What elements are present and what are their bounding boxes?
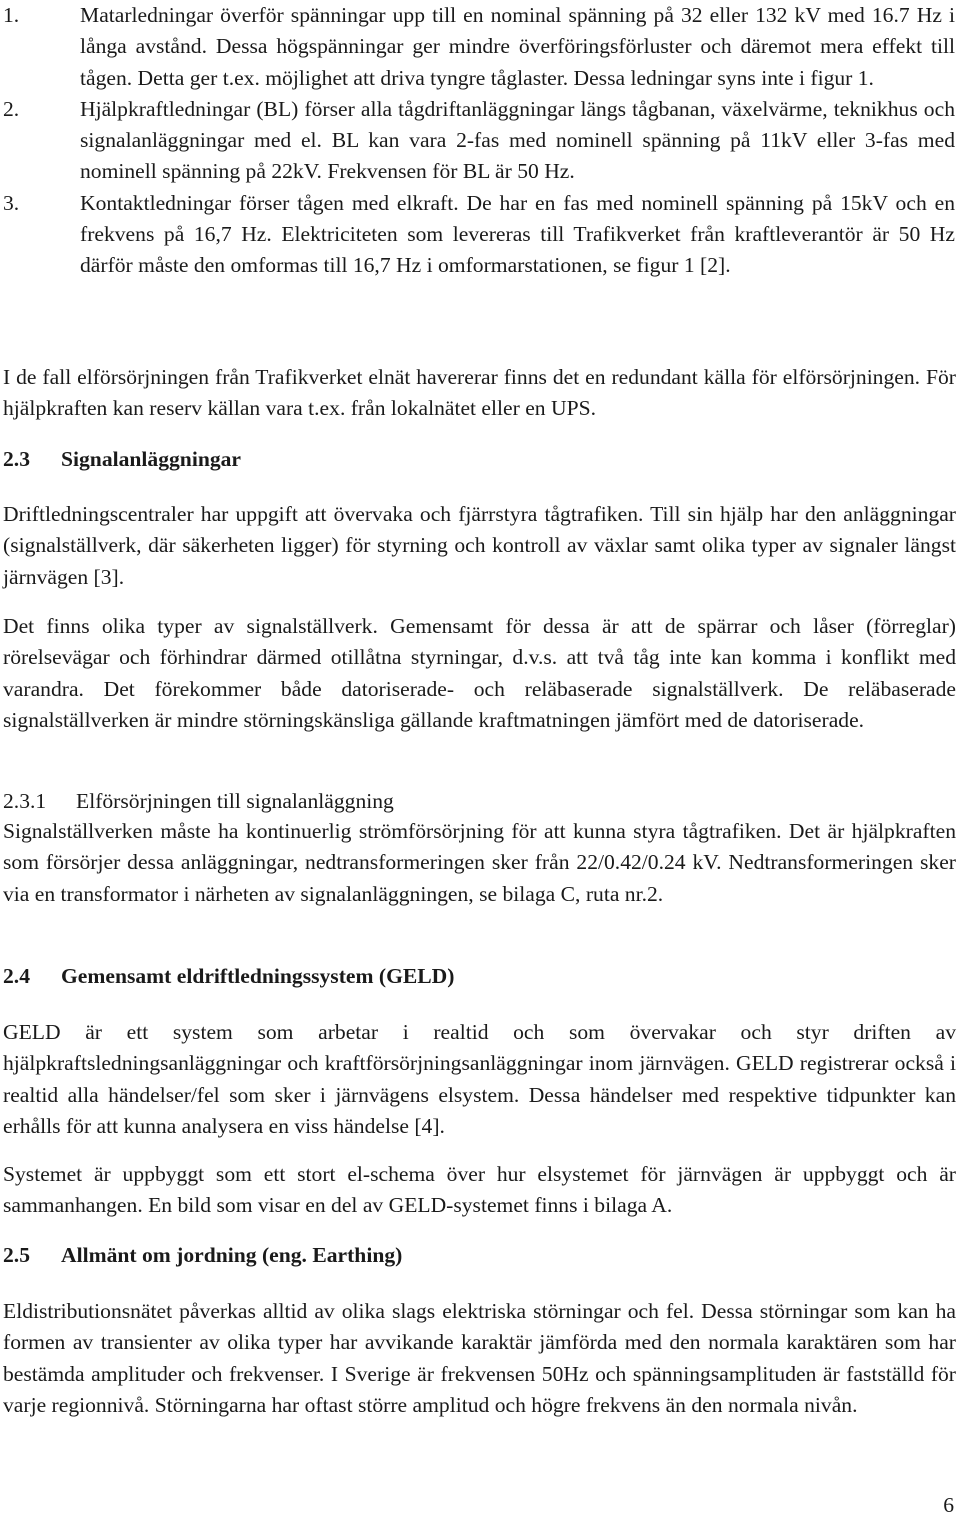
page-number: 6 <box>943 1493 954 1517</box>
section-number: 2.4 <box>3 964 30 988</box>
list-item <box>0 94 960 188</box>
list-item-text: Matarledningar överför spänningar upp till en nominal spänning på 32 eller 132 kV med 16.7 Hz i långa avstånd. Dessa högspänningar ger mindre överföringsförluster och däremot mera effekt till tågen. Detta ger t.ex. möjlighet att driva tyngre tåglaster. Dessa ledningar syns inte i figur 1. <box>80 3 955 90</box>
paragraph-signal-1: Driftledningscentraler har uppgift att övervaka och fjärrstyra tågtrafiken. Till sin hjälp har den anläggningar (signalställverk, där säkerheten ligger) för styrning och kontroll av växlar samt olika typer av signaler längst järnvägen [3]. <box>3 502 956 589</box>
section-title: Elförsörjningen till signalanläggning <box>76 789 394 813</box>
paragraph-geld-1: GELD är ett system som arbetar i realtid och som övervakar och styr driften av hjälpkraftsledningsanläggningar och kraftförsörjningsanläggningar inom järnvägen. GELD registrerar också i realtid alla händelser/fel som sker i järnvägens elsystem. Dessa händelser med respektive tidpunkter kan erhålls för att kunna analysera en viss händelse [4]. <box>3 1020 956 1138</box>
paragraph-redundant-source: I de fall elförsörjningen från Trafikverket elnät havererar finns det en redundant källa för elförsörjningen. För hjälpkraften kan reserv källan vara t.ex. från lokalnätet eller en UPS. <box>3 365 956 421</box>
section-title: Gemensamt eldriftledningssystem (GELD) <box>61 964 455 988</box>
section-heading-2-3-1 <box>3 786 394 816</box>
list-item-text: Hjälpkraftledningar (BL) förser alla tågdriftanläggningar längs tågbanan, växelvärme, teknikhus och signalanläggningar med el. BL kan vara 2-fas med nominell spänning på 11kV eller 3-fas med nominell spänning på 22kV. Frekvensen för BL är 50 Hz. <box>80 96 955 184</box>
list-item <box>0 0 960 94</box>
numbered-list <box>0 0 960 282</box>
list-item-text: Kontaktledningar förser tågen med elkraft. De har en fas med nominell spänning på 15kV och en frekvens på 16,7 Hz. Elektriciteten som levereras till Trafikverket från kraftleverantör är 50 Hz därför måste den omformas till 16,7 Hz i omformarstationen, se figur 1 [2]. <box>80 190 955 278</box>
section-heading-2-3 <box>3 444 241 474</box>
section-heading-2-4 <box>3 961 454 991</box>
list-item-number: 2. <box>3 96 20 121</box>
paragraph-geld-2: Systemet är uppbyggt som ett stort el-schema över hur elsystemet för järnvägen är uppbyggt och är sammanhangen. En bild som visar en del av GELD-systemet finns i bilaga A. <box>3 1162 956 1218</box>
section-title: Signalanläggningar <box>61 447 242 471</box>
section-number: 2.3.1 <box>3 789 47 813</box>
section-heading-2-5 <box>3 1240 402 1270</box>
section-number: 2.5 <box>3 1243 30 1267</box>
paragraph-signal-2: Det finns olika typer av signalställverk. Gemensamt för dessa är att de spärrar och låser (förreglar) rörelsevägar och förhindrar därmed otillåtna styrningar, d.v.s. att två tåg inte kan komma i konflikt med varandra. Det förekommer både datoriserade- och reläbaserade signalställverk. De reläbaserade signalställverken är mindre störningskänsliga gällande kraftmatningen jämfört med de datoriserade. <box>3 614 956 732</box>
list-item <box>0 188 960 282</box>
paragraph-power-supply: Signalställverken måste ha kontinuerlig strömförsörjning för att kunna styra tågtrafiken. Det är hjälpkraften som försörjer dessa anläggningar, nedtransformeringen sker från 22/0.42/0.24 kV. Nedtransformeringen sker via en transformator i närheten av signalanläggningen, se bilaga C, ruta nr.2. <box>3 819 956 906</box>
paragraph-earthing: Eldistributionsnätet påverkas alltid av olika slags elektriska störningar och fel. Dessa störningar som kan ha formen av transienter av olika typer har avvikande karaktär jämförda med den normala karaktären som har bestämda amplituder och frekvenser. I Sverige är frekvensen 50Hz och spänningsamplituden är fastställd för varje regionnivå. Störningarna har oftast större amplitud och högre frekvens än den normala nivån. <box>3 1299 956 1417</box>
section-title: Allmänt om jordning (eng. Earthing) <box>61 1243 403 1267</box>
list-item-number: 1. <box>3 3 20 27</box>
section-number: 2.3 <box>3 447 30 471</box>
list-item-number: 3. <box>3 190 20 215</box>
